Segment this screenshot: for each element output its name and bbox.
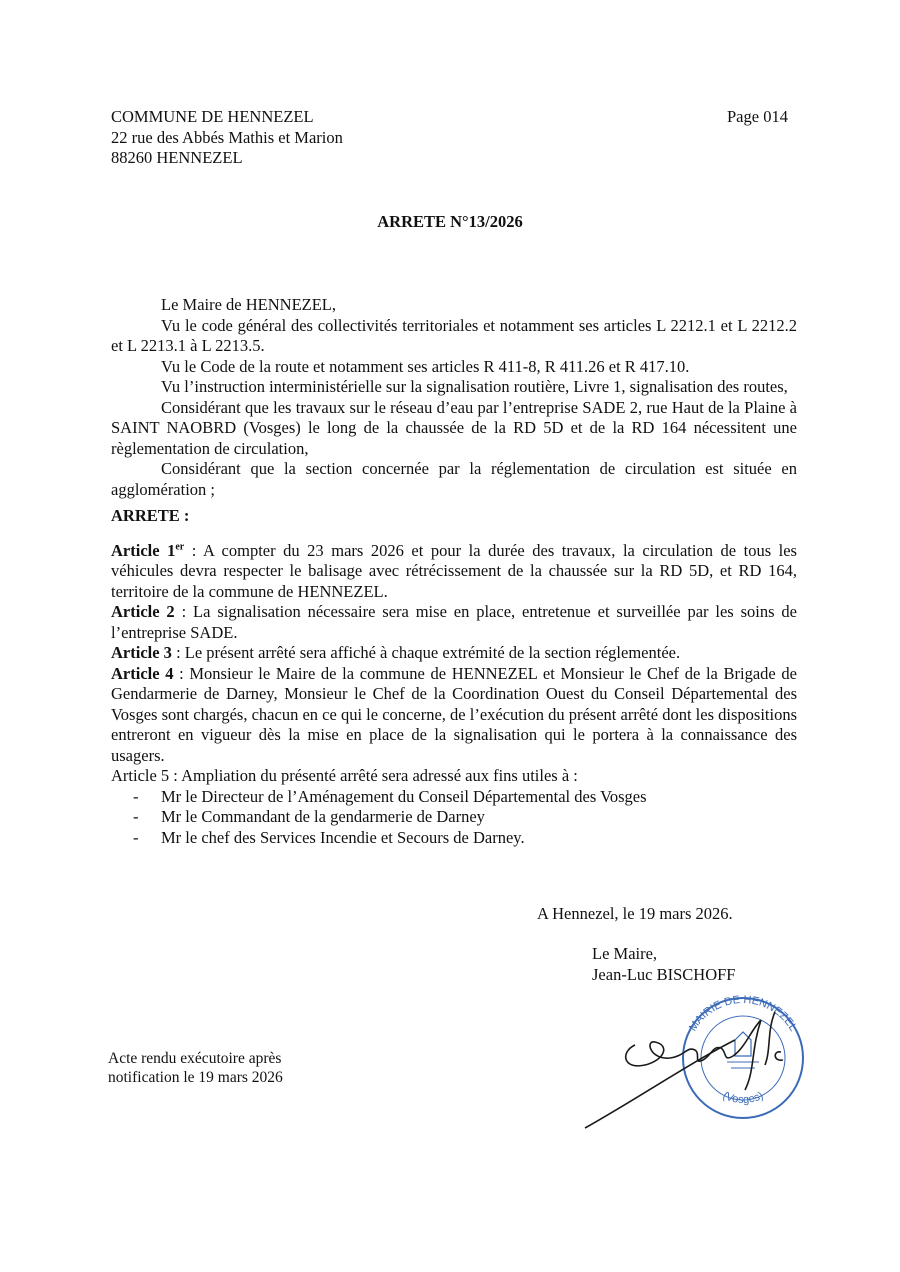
article-1-text: : A compter du 23 mars 2026 et pour la durée des travaux, la circulation de tous les véhicules devra respecter le balisage avec rétrécissement de la chaussée sur la RD 5D, et RD 164, territoire de la commune de HENNEZEL. xyxy=(111,540,797,601)
document-body xyxy=(111,295,797,848)
article-3-label: Article 3 xyxy=(111,643,172,662)
official-seal-icon xyxy=(575,990,815,1135)
article-2-label: Article 2 xyxy=(111,602,175,621)
article-2-text: : La signalisation nécessaire sera mise en place, entretenue et surveillée par les soins de l’entreprise SADE. xyxy=(111,602,797,642)
article-4 xyxy=(111,664,797,767)
article-4-label: Article 4 xyxy=(111,663,174,683)
consideration-1: Vu le code général des collectivités territoriales et notamment ses articles L 2212.1 et L 2212.2 et L 2213.1 à L 2213.5. xyxy=(111,315,797,355)
stamp-bottom-text: (Vosges) xyxy=(720,1089,766,1107)
document-title: ARRETE N°13/2026 xyxy=(377,212,523,231)
article-5: Article 5 : Ampliation du présenté arrêté sera adressé aux fins utiles à : xyxy=(111,766,578,785)
consideration-5: Considérant que la section concernée par la réglementation de circulation est située en agglomération ; xyxy=(111,459,797,499)
article-3-text: : Le présent arrêté sera affiché à chaque extrémité de la section réglementée. xyxy=(171,643,681,662)
decision-heading: ARRETE : xyxy=(111,506,190,525)
page-number: Page 014 xyxy=(727,107,788,126)
list-item: - Mr le Directeur de l’Aménagement du Conseil Départemental des Vosges xyxy=(133,786,647,806)
commune-street: 22 rue des Abbés Mathis et Marion xyxy=(111,127,343,147)
list-item: - Mr le chef des Services Incendie et Secours de Darney. xyxy=(133,827,525,847)
consideration-4: Considérant que les travaux sur le réseau d’eau par l’entreprise SADE 2, rue Haut de la Plaine à SAINT NAOBRD (Vosges) le long de la chaussée de la RD 5D et de la RD 164 nécessitent une règlementation de circulation, xyxy=(111,397,797,458)
list-item: - Mr le Commandant de la gendarmerie de Darney xyxy=(133,807,485,826)
stamp-outer-text: MAIRIE DE HENNEZEL xyxy=(686,993,800,1034)
consideration-3: Vu l’instruction interministérielle sur la signalisation routière, Livre 1, signalisation des routes, xyxy=(161,377,788,396)
article-2 xyxy=(111,602,797,643)
commune-city: 88260 HENNEZEL xyxy=(111,148,243,167)
signer-name: Jean-Luc BISCHOFF xyxy=(592,964,736,984)
consideration-2: Vu le Code de la route et notamment ses articles R 411-8, R 411.26 et R 417.10. xyxy=(161,356,690,376)
article-3 xyxy=(111,643,797,664)
article-1-label: Article 1er xyxy=(111,540,185,560)
salutation: Le Maire de HENNEZEL, xyxy=(161,295,337,314)
signer-block xyxy=(592,944,735,985)
execution-note: Acte rendu exécutoire après notification le 19 mars 2026 xyxy=(108,1050,283,1086)
place-and-date: A Hennezel, le 19 mars 2026. xyxy=(537,904,733,923)
article-4-text: : Monsieur le Maire de la commune de HENNEZEL et Monsieur le Chef de la Brigade de Gendarmerie de Darney, Monsieur le Chef de la Coordination Ouest du Conseil Départemental des Vosges sont chargés, chacun en ce qui le concerne, de l’exécution du présent arrêté dont les dispositions entreront en vigueur dès la mise en place de la signalisation qui le portera à la connaissance des usagers. xyxy=(111,663,797,765)
signer-role: Le Maire, xyxy=(592,944,658,963)
commune-name: COMMUNE DE HENNEZEL xyxy=(111,107,314,126)
commune-address xyxy=(111,107,343,169)
article-1 xyxy=(111,541,797,603)
distribution-list xyxy=(111,787,797,849)
